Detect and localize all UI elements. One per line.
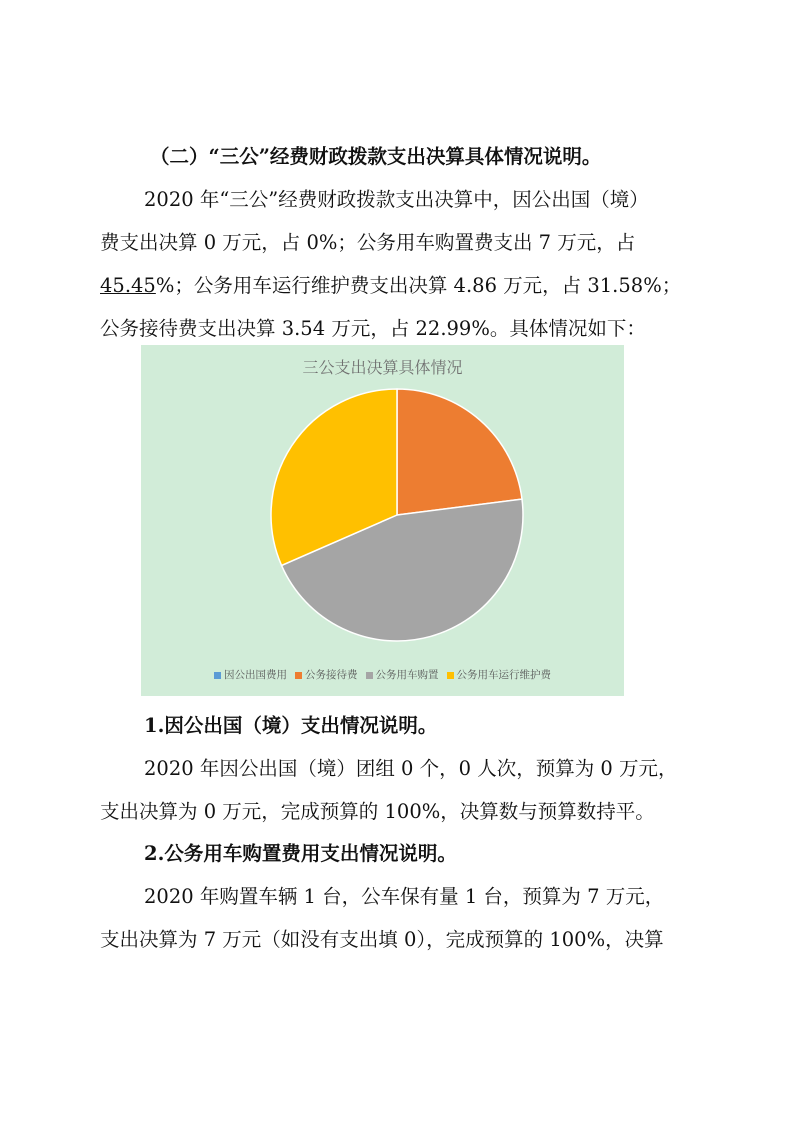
chart-title: 三公支出决算具体情况 xyxy=(302,358,463,377)
sub1-line-1: 2020 年因公出国（境）团组 0 个，0 人次，预算为 0 万元， xyxy=(144,757,678,780)
sub2-heading: 2.公务用车购置费用支出情况说明。 xyxy=(144,842,457,865)
legend-item-0 xyxy=(214,667,287,682)
sub1-heading: 1.因公出国（境）支出情况说明。 xyxy=(144,714,438,737)
legend-label-2: 公务用车购置 xyxy=(375,669,439,681)
section-heading: （二）“三公”经费财政拨款支出决算具体情况说明。 xyxy=(150,145,602,168)
legend-label-0: 因公出国费用 xyxy=(224,669,287,681)
sub2-line-1: 2020 年购置车辆 1 台，公车保有量 1 台，预算为 7 万元， xyxy=(144,885,665,908)
legend-swatch-1 xyxy=(295,672,302,679)
intro-line-4: 公务接待费支出决算 3.54 万元，占 22.99%。具体情况如下： xyxy=(100,317,646,340)
legend-label-1: 公务接待费 xyxy=(305,669,358,681)
underlined-percentage: 45.45 xyxy=(100,274,156,297)
legend-swatch-0 xyxy=(214,672,221,679)
intro-line-3 xyxy=(100,270,681,298)
legend-swatch-2 xyxy=(366,672,373,679)
legend-swatch-3 xyxy=(447,672,454,679)
pie-chart-svg xyxy=(141,345,624,696)
pie-chart xyxy=(141,345,624,696)
intro-line-1: 2020 年“三公”经费财政拨款支出决算中，因公出国（境） xyxy=(144,188,649,211)
sub2-line-2: 支出决算为 7 万元（如没有支出填 0），完成预算的 100%，决算 xyxy=(100,928,664,951)
pie-slice-1 xyxy=(397,389,522,515)
legend-item-2 xyxy=(366,667,439,682)
sub1-line-2: 支出决算为 0 万元，完成预算的 100%，决算数与预算数持平。 xyxy=(100,800,655,823)
legend-item-3 xyxy=(447,667,552,682)
legend-item-1 xyxy=(295,667,358,682)
intro-line-2: 费支出决算 0 万元，占 0%；公务用车购置费支出 7 万元，占 xyxy=(100,231,636,254)
legend-label-3: 公务用车运行维护费 xyxy=(456,669,551,681)
chart-legend xyxy=(141,667,624,682)
intro-line-3-rest: %；公务用车运行维护费支出决算 4.86 万元，占 31.58%； xyxy=(155,274,682,297)
